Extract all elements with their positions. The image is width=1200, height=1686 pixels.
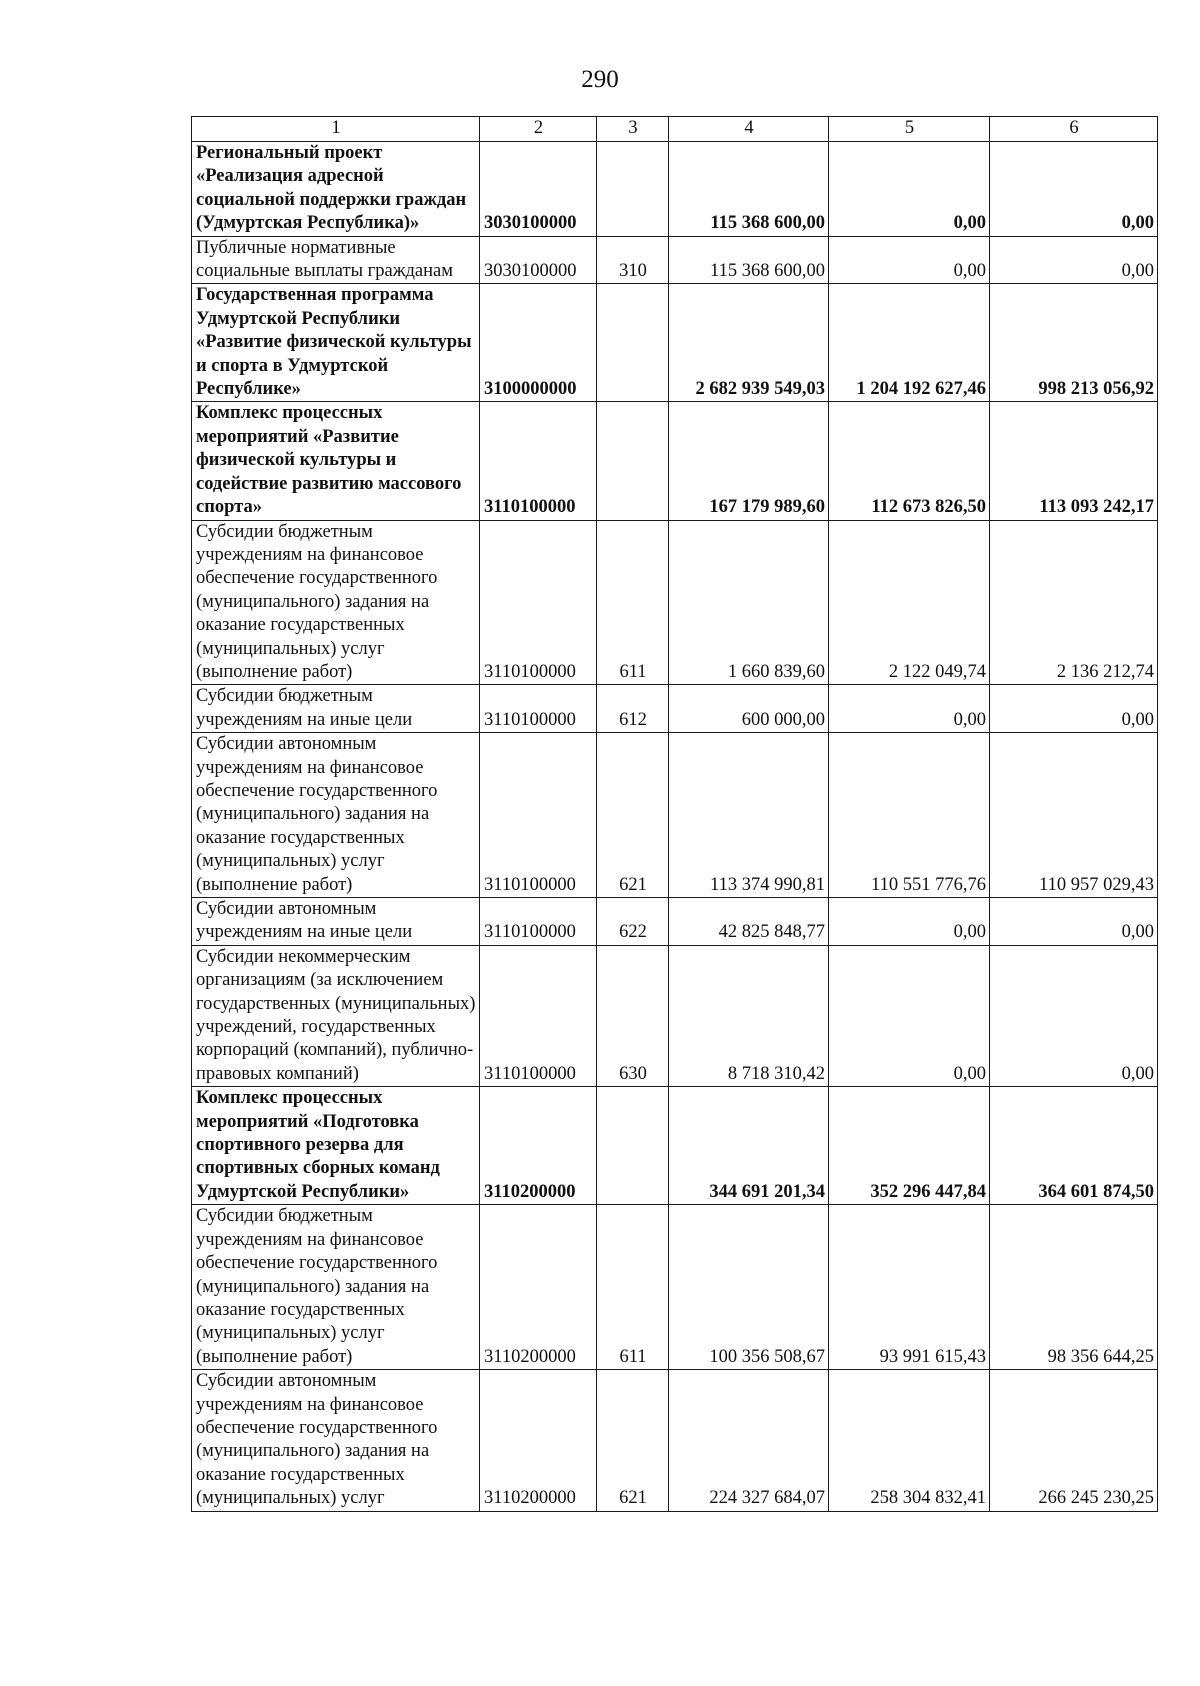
row-amount-col4: 167 179 989,60 bbox=[669, 402, 829, 520]
row-amount-col6: 364 601 874,50 bbox=[990, 1087, 1158, 1205]
row-amount-col5: 110 551 776,76 bbox=[829, 733, 990, 898]
row-target-code: 3030100000 bbox=[480, 236, 597, 284]
row-expense-type: 612 bbox=[597, 685, 669, 733]
row-expense-type: 611 bbox=[597, 520, 669, 685]
row-target-code: 3110100000 bbox=[480, 520, 597, 685]
table-row bbox=[192, 733, 1158, 898]
row-target-code: 3110100000 bbox=[480, 898, 597, 946]
column-header-6: 6 bbox=[990, 117, 1158, 142]
row-expense-type: 621 bbox=[597, 1370, 669, 1511]
row-amount-col5: 1 204 192 627,46 bbox=[829, 284, 990, 402]
row-expense-type: 630 bbox=[597, 945, 669, 1086]
row-amount-col6: 0,00 bbox=[990, 685, 1158, 733]
table-header bbox=[192, 117, 1158, 142]
row-amount-col5: 0,00 bbox=[829, 898, 990, 946]
table-row bbox=[192, 685, 1158, 733]
header-row bbox=[192, 117, 1158, 142]
table-row bbox=[192, 142, 1158, 237]
row-amount-col5: 0,00 bbox=[829, 236, 990, 284]
table-body bbox=[192, 142, 1158, 1512]
column-header-3: 3 bbox=[597, 117, 669, 142]
row-amount-col6: 0,00 bbox=[990, 142, 1158, 237]
row-expense-type: 621 bbox=[597, 733, 669, 898]
table-row bbox=[192, 284, 1158, 402]
row-expense-type: 622 bbox=[597, 898, 669, 946]
table-row bbox=[192, 1205, 1158, 1370]
column-header-4: 4 bbox=[669, 117, 829, 142]
row-amount-col6: 266 245 230,25 bbox=[990, 1370, 1158, 1511]
row-amount-col4: 1 660 839,60 bbox=[669, 520, 829, 685]
row-name: Субсидии автономным учреждениям на иные цели bbox=[192, 898, 480, 946]
row-amount-col5: 258 304 832,41 bbox=[829, 1370, 990, 1511]
row-name: Региональный проект «Реализация адресной социальной поддержки граждан (Удмуртская Республика)» bbox=[192, 142, 480, 237]
row-name: Субсидии бюджетным учреждениям на финансовое обеспечение государственного (муниципального) задания на оказание государственных (муниципальных) услуг (выполнение работ) bbox=[192, 520, 480, 685]
row-amount-col6: 113 093 242,17 bbox=[990, 402, 1158, 520]
row-amount-col6: 0,00 bbox=[990, 236, 1158, 284]
row-expense-type bbox=[597, 402, 669, 520]
row-target-code: 3110200000 bbox=[480, 1205, 597, 1370]
row-amount-col5: 2 122 049,74 bbox=[829, 520, 990, 685]
table-row bbox=[192, 402, 1158, 520]
row-amount-col5: 93 991 615,43 bbox=[829, 1205, 990, 1370]
row-amount-col5: 0,00 bbox=[829, 142, 990, 237]
row-amount-col5: 352 296 447,84 bbox=[829, 1087, 990, 1205]
row-name: Комплекс процессных мероприятий «Развитие физической культуры и содействие развитию массового спорта» bbox=[192, 402, 480, 520]
row-amount-col4: 115 368 600,00 bbox=[669, 142, 829, 237]
row-target-code: 3110100000 bbox=[480, 402, 597, 520]
table-row bbox=[192, 898, 1158, 946]
row-expense-type bbox=[597, 1087, 669, 1205]
budget-table bbox=[191, 116, 1158, 1512]
row-name: Субсидии автономным учреждениям на финансовое обеспечение государственного (муниципального) задания на оказание государственных (муниципальных) услуг bbox=[192, 1370, 480, 1511]
column-header-2: 2 bbox=[480, 117, 597, 142]
row-amount-col4: 113 374 990,81 bbox=[669, 733, 829, 898]
row-target-code: 3110200000 bbox=[480, 1087, 597, 1205]
row-target-code: 3110100000 bbox=[480, 685, 597, 733]
row-amount-col5: 0,00 bbox=[829, 945, 990, 1086]
row-name: Субсидии автономным учреждениям на финансовое обеспечение государственного (муниципального) задания на оказание государственных (муниципальных) услуг (выполнение работ) bbox=[192, 733, 480, 898]
row-amount-col6: 998 213 056,92 bbox=[990, 284, 1158, 402]
row-amount-col6: 2 136 212,74 bbox=[990, 520, 1158, 685]
row-name: Субсидии некоммерческим организациям (за исключением государственных (муниципальных) учреждений, государственных корпораций (компаний), публично-правовых компаний) bbox=[192, 945, 480, 1086]
page-number: 290 bbox=[581, 66, 619, 93]
table-row bbox=[192, 520, 1158, 685]
row-name: Субсидии бюджетным учреждениям на финансовое обеспечение государственного (муниципального) задания на оказание государственных (муниципальных) услуг (выполнение работ) bbox=[192, 1205, 480, 1370]
row-amount-col4: 8 718 310,42 bbox=[669, 945, 829, 1086]
column-header-1: 1 bbox=[192, 117, 480, 142]
row-amount-col6: 0,00 bbox=[990, 945, 1158, 1086]
row-amount-col6: 98 356 644,25 bbox=[990, 1205, 1158, 1370]
row-name: Публичные нормативные социальные выплаты гражданам bbox=[192, 236, 480, 284]
row-expense-type: 611 bbox=[597, 1205, 669, 1370]
table-row bbox=[192, 945, 1158, 1086]
row-name: Комплекс процессных мероприятий «Подготовка спортивного резерва для спортивных сборных команд Удмуртской Республики» bbox=[192, 1087, 480, 1205]
row-name: Государственная программа Удмуртской Республики «Развитие физической культуры и спорта в Удмуртской Республике» bbox=[192, 284, 480, 402]
table-row bbox=[192, 1087, 1158, 1205]
table-row bbox=[192, 1370, 1158, 1511]
row-amount-col4: 42 825 848,77 bbox=[669, 898, 829, 946]
row-target-code: 3030100000 bbox=[480, 142, 597, 237]
row-amount-col5: 112 673 826,50 bbox=[829, 402, 990, 520]
row-amount-col4: 344 691 201,34 bbox=[669, 1087, 829, 1205]
row-amount-col6: 0,00 bbox=[990, 898, 1158, 946]
row-amount-col4: 100 356 508,67 bbox=[669, 1205, 829, 1370]
row-expense-type bbox=[597, 142, 669, 237]
row-amount-col5: 0,00 bbox=[829, 685, 990, 733]
row-name: Субсидии бюджетным учреждениям на иные цели bbox=[192, 685, 480, 733]
row-expense-type: 310 bbox=[597, 236, 669, 284]
row-target-code: 3110200000 bbox=[480, 1370, 597, 1511]
row-amount-col6: 110 957 029,43 bbox=[990, 733, 1158, 898]
row-amount-col4: 2 682 939 549,03 bbox=[669, 284, 829, 402]
row-target-code: 3110100000 bbox=[480, 733, 597, 898]
row-target-code: 3100000000 bbox=[480, 284, 597, 402]
column-header-5: 5 bbox=[829, 117, 990, 142]
row-expense-type bbox=[597, 284, 669, 402]
row-amount-col4: 115 368 600,00 bbox=[669, 236, 829, 284]
row-amount-col4: 224 327 684,07 bbox=[669, 1370, 829, 1511]
row-amount-col4: 600 000,00 bbox=[669, 685, 829, 733]
row-target-code: 3110100000 bbox=[480, 945, 597, 1086]
table-row bbox=[192, 236, 1158, 284]
